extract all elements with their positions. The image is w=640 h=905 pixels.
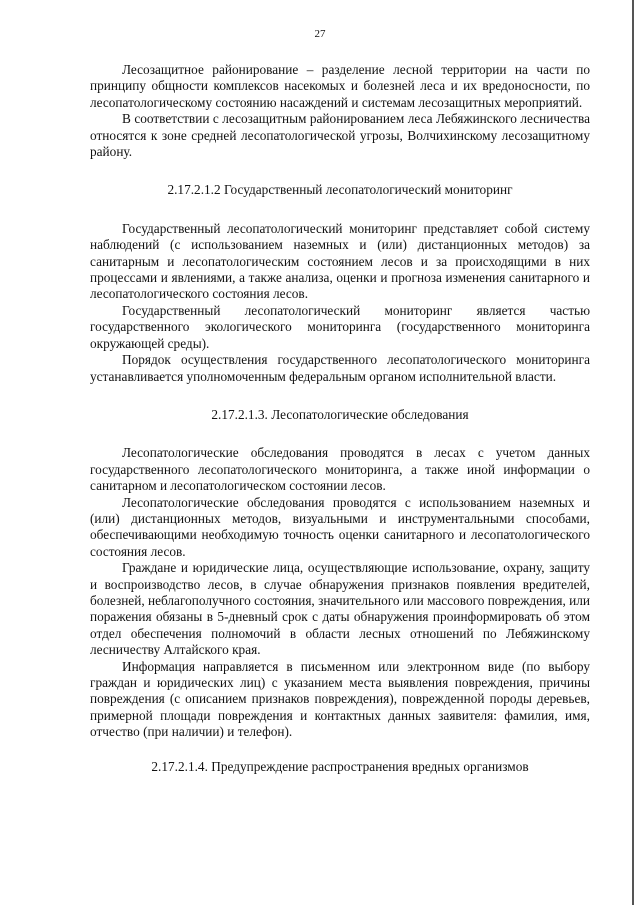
section-heading: 2.17.2.1.3. Лесопатологические обследования — [211, 406, 469, 422]
section-heading: 2.17.2.1.4. Предупреждение распространения вредных организмов — [151, 758, 529, 774]
document-body — [90, 62, 590, 775]
paragraph: Лесозащитное районирование – разделение лесной территории на части по принципу общности комплексов насекомых и болезней леса и их вредоносности, по лесопатологическому состоянию насаждений и системам лесозащитных мероприятий. — [90, 62, 590, 110]
paragraph: Государственный лесопатологический мониторинг представляет собой систему наблюдений (с использованием наземных и (или) дистанционных методов) за санитарным и лесопатологическим состоянием лесов и за происходящими в них процессами и явлениями, а также анализа, оценки и прогноза изменения санитарного и лесопатологического состояния лесов. — [90, 220, 590, 302]
paragraph: Порядок осуществления государственного лесопатологического мониторинга устанавливается уполномоченным федеральным органом исполнительной власти. — [90, 352, 590, 384]
paragraph: Граждане и юридические лица, осуществляющие использование, охрану, защиту и воспроизводство лесов, в случае обнаружения признаков появления вредителей, болезней, неблагополучного состояния, значительного или массового повреждения, или поражения обязаны в 5-дневный срок с даты обнаружения проинформировать об этом отдел обеспечения полномочий в области лесных отношений по Лебяжинскому лесничеству Алтайского края. — [90, 560, 591, 658]
paragraph: Лесопатологические обследования проводятся в лесах с учетом данных государственного лесопатологического мониторинга, а также иной информации о санитарном и лесопатологическом состоянии лесов. — [90, 445, 590, 494]
scan-edge — [632, 0, 634, 905]
paragraph: Лесопатологические обследования проводятся с использованием наземных и (или) дистанционных методов, визуальными и инструментальными способами, обеспечивающими необходимую точность оценки санитарного и лесопатологического состояния лесов. — [90, 494, 590, 559]
paragraph: В соответствии с лесозащитным районированием леса Лебяжинского лесничества относятся к зоне средней лесопатологической угрозы, Волчихинскому лесозащитному району. — [90, 111, 590, 160]
paragraph: Государственный лесопатологический мониторинг является частью государственного экологического мониторинга (государственного мониторинга окружающей среды). — [90, 302, 590, 351]
section-heading: 2.17.2.1.2 Государственный лесопатологический мониторинг — [167, 182, 513, 198]
paragraph: Информация направляется в письменном или электронном виде (по выбору граждан и юридических лиц) с указанием места выявления повреждения, причины повреждения (с описанием признаков повреждения), поврежденной породы деревьев, примерной площади повреждения и контактных данных заявителя: фамилия, имя, отчество (при наличии) и телефон). — [90, 658, 590, 740]
page-number: 27 — [314, 28, 326, 40]
